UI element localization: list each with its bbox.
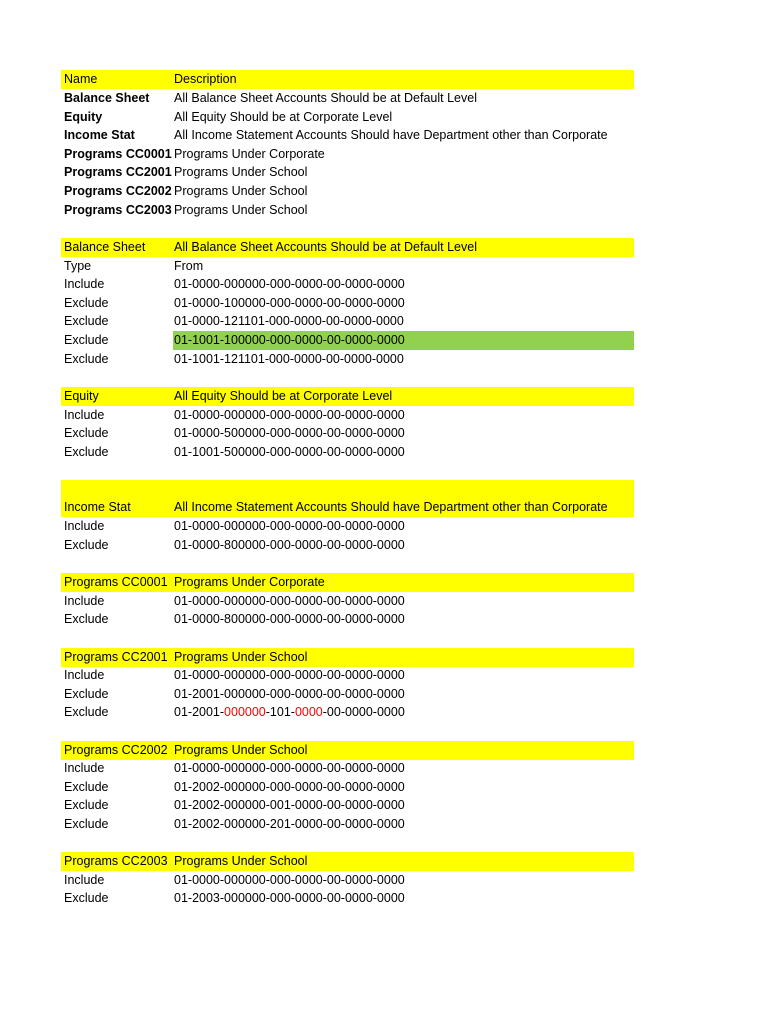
column-from: From bbox=[174, 259, 204, 273]
section-header-cc0001 bbox=[61, 573, 634, 592]
rule-type: Include bbox=[64, 519, 105, 533]
account-code: 01-0000-000000-000-0000-00-0000-0000 bbox=[174, 277, 405, 291]
code-part: -101- bbox=[265, 705, 295, 719]
rule-row bbox=[61, 350, 634, 369]
rule-type: Include bbox=[64, 761, 105, 775]
section-header-income-stat bbox=[61, 480, 634, 517]
summary-description: Programs Under Corporate bbox=[174, 147, 325, 161]
rule-row bbox=[61, 685, 634, 704]
account-code: 01-0000-000000-000-0000-00-0000-0000 bbox=[174, 761, 405, 775]
summary-row bbox=[61, 108, 634, 127]
account-code: 01-2001-000000-000-0000-00-0000-0000 bbox=[174, 687, 405, 701]
rule-row bbox=[61, 871, 634, 890]
summary-name: Balance Sheet bbox=[64, 91, 150, 105]
rule-row bbox=[61, 778, 634, 797]
account-code: 01-2002-000000-000-0000-00-0000-0000 bbox=[174, 780, 405, 794]
column-header-row bbox=[61, 257, 634, 276]
section-description: Programs Under School bbox=[174, 743, 308, 757]
section-title: Balance Sheet bbox=[64, 240, 146, 254]
section-title: Programs CC2001 bbox=[64, 650, 168, 664]
rule-type: Exclude bbox=[64, 780, 109, 794]
rule-row-highlighted bbox=[61, 331, 634, 350]
rule-type: Exclude bbox=[64, 314, 109, 328]
rule-type: Exclude bbox=[64, 891, 109, 905]
section-description: Programs Under School bbox=[174, 650, 308, 664]
section-description: All Equity Should be at Corporate Level bbox=[174, 389, 393, 403]
summary-description: Programs Under School bbox=[174, 165, 308, 179]
rule-row bbox=[61, 796, 634, 815]
rule-type: Include bbox=[64, 408, 105, 422]
column-type: Type bbox=[64, 259, 92, 273]
account-code: 01-1001-121101-000-0000-00-0000-0000 bbox=[174, 352, 404, 366]
rule-row bbox=[61, 815, 634, 834]
rule-type: Include bbox=[64, 873, 105, 887]
account-code: 01-0000-000000-000-0000-00-0000-0000 bbox=[174, 594, 405, 608]
section-header-cc2002 bbox=[61, 741, 634, 760]
summary-row bbox=[61, 145, 634, 164]
rule-row bbox=[61, 443, 634, 462]
account-code: 01-0000-500000-000-0000-00-0000-0000 bbox=[174, 426, 405, 440]
rule-row bbox=[61, 517, 634, 536]
rule-row bbox=[61, 275, 634, 294]
code-part: 01-2001- bbox=[174, 705, 225, 719]
account-code: 01-0000-000000-000-0000-00-0000-0000 bbox=[174, 873, 405, 887]
account-code: 01-0000-121101-000-0000-00-0000-0000 bbox=[174, 314, 404, 328]
rule-type: Include bbox=[64, 668, 105, 682]
rule-type: Exclude bbox=[64, 333, 109, 347]
section-header-cc2003 bbox=[61, 852, 634, 871]
section-title: Programs CC2003 bbox=[64, 854, 168, 868]
section-header-balance-sheet bbox=[61, 238, 634, 257]
code-part: -00-0000-0000 bbox=[322, 705, 405, 719]
summary-header-row bbox=[61, 70, 634, 89]
rule-type: Exclude bbox=[64, 445, 109, 459]
rule-row bbox=[61, 294, 634, 313]
summary-name: Programs CC2001 bbox=[64, 165, 172, 179]
rule-row bbox=[61, 703, 634, 722]
section-description: Programs Under Corporate bbox=[174, 575, 325, 589]
header-name: Name bbox=[64, 72, 98, 86]
summary-row bbox=[61, 201, 634, 220]
summary-description: All Equity Should be at Corporate Level bbox=[174, 110, 393, 124]
rule-row bbox=[61, 406, 634, 425]
summary-name: Programs CC2002 bbox=[64, 184, 172, 198]
code-part-emphasized: 000000 bbox=[224, 705, 266, 719]
rule-row bbox=[61, 424, 634, 443]
rule-type: Include bbox=[64, 594, 105, 608]
summary-row bbox=[61, 89, 634, 108]
rule-row bbox=[61, 592, 634, 611]
rule-row bbox=[61, 666, 634, 685]
summary-description: Programs Under School bbox=[174, 203, 308, 217]
account-code: 01-1001-500000-000-0000-00-0000-0000 bbox=[174, 445, 405, 459]
section-title: Income Stat bbox=[64, 500, 131, 514]
summary-description: Programs Under School bbox=[174, 184, 308, 198]
rule-type: Include bbox=[64, 277, 105, 291]
rule-row bbox=[61, 610, 634, 629]
account-code: 01-2003-000000-000-0000-00-0000-0000 bbox=[174, 891, 405, 905]
rule-type: Exclude bbox=[64, 705, 109, 719]
rule-type: Exclude bbox=[64, 538, 109, 552]
summary-name: Equity bbox=[64, 110, 103, 124]
account-code: 01-2002-000000-201-0000-00-0000-0000 bbox=[174, 817, 405, 831]
rule-row bbox=[61, 759, 634, 778]
section-title: Programs CC0001 bbox=[64, 575, 168, 589]
summary-row bbox=[61, 182, 634, 201]
rule-row bbox=[61, 889, 634, 908]
summary-name: Programs CC0001 bbox=[64, 147, 172, 161]
section-description: All Income Statement Accounts Should have Department other than Corporate bbox=[174, 500, 608, 514]
summary-description: All Balance Sheet Accounts Should be at Default Level bbox=[174, 91, 477, 105]
section-description: All Balance Sheet Accounts Should be at Default Level bbox=[174, 240, 477, 254]
account-code: 01-0000-800000-000-0000-00-0000-0000 bbox=[174, 538, 405, 552]
section-header-cc2001 bbox=[61, 648, 634, 667]
section-title: Programs CC2002 bbox=[64, 743, 168, 757]
rule-type: Exclude bbox=[64, 798, 109, 812]
summary-row bbox=[61, 126, 634, 145]
account-code: 01-0000-000000-000-0000-00-0000-0000 bbox=[174, 668, 405, 682]
code-part-emphasized: 0000 bbox=[294, 705, 323, 719]
account-code-with-emphasis bbox=[174, 703, 405, 722]
rule-type: Exclude bbox=[64, 296, 109, 310]
account-code-highlighted: 01-1001-100000-000-0000-00-0000-0000 bbox=[173, 331, 634, 350]
header-description: Description bbox=[174, 72, 237, 86]
section-title: Equity bbox=[64, 389, 99, 403]
rule-type: Exclude bbox=[64, 687, 109, 701]
rule-row bbox=[61, 536, 634, 555]
account-code: 01-2002-000000-001-0000-00-0000-0000 bbox=[174, 798, 405, 812]
section-header-equity bbox=[61, 387, 634, 406]
account-code: 01-0000-800000-000-0000-00-0000-0000 bbox=[174, 612, 405, 626]
summary-name: Income Stat bbox=[64, 128, 135, 142]
account-code: 01-0000-000000-000-0000-00-0000-0000 bbox=[174, 519, 405, 533]
summary-name: Programs CC2003 bbox=[64, 203, 172, 217]
rule-type: Exclude bbox=[64, 352, 109, 366]
rule-type: Exclude bbox=[64, 612, 109, 626]
account-code: 01-0000-000000-000-0000-00-0000-0000 bbox=[174, 408, 405, 422]
account-code: 01-0000-100000-000-0000-00-0000-0000 bbox=[174, 296, 405, 310]
summary-description: All Income Statement Accounts Should have Department other than Corporate bbox=[174, 128, 608, 142]
summary-row bbox=[61, 163, 634, 182]
rule-type: Exclude bbox=[64, 817, 109, 831]
rule-type: Exclude bbox=[64, 426, 109, 440]
rule-row bbox=[61, 312, 634, 331]
section-description: Programs Under School bbox=[174, 854, 308, 868]
